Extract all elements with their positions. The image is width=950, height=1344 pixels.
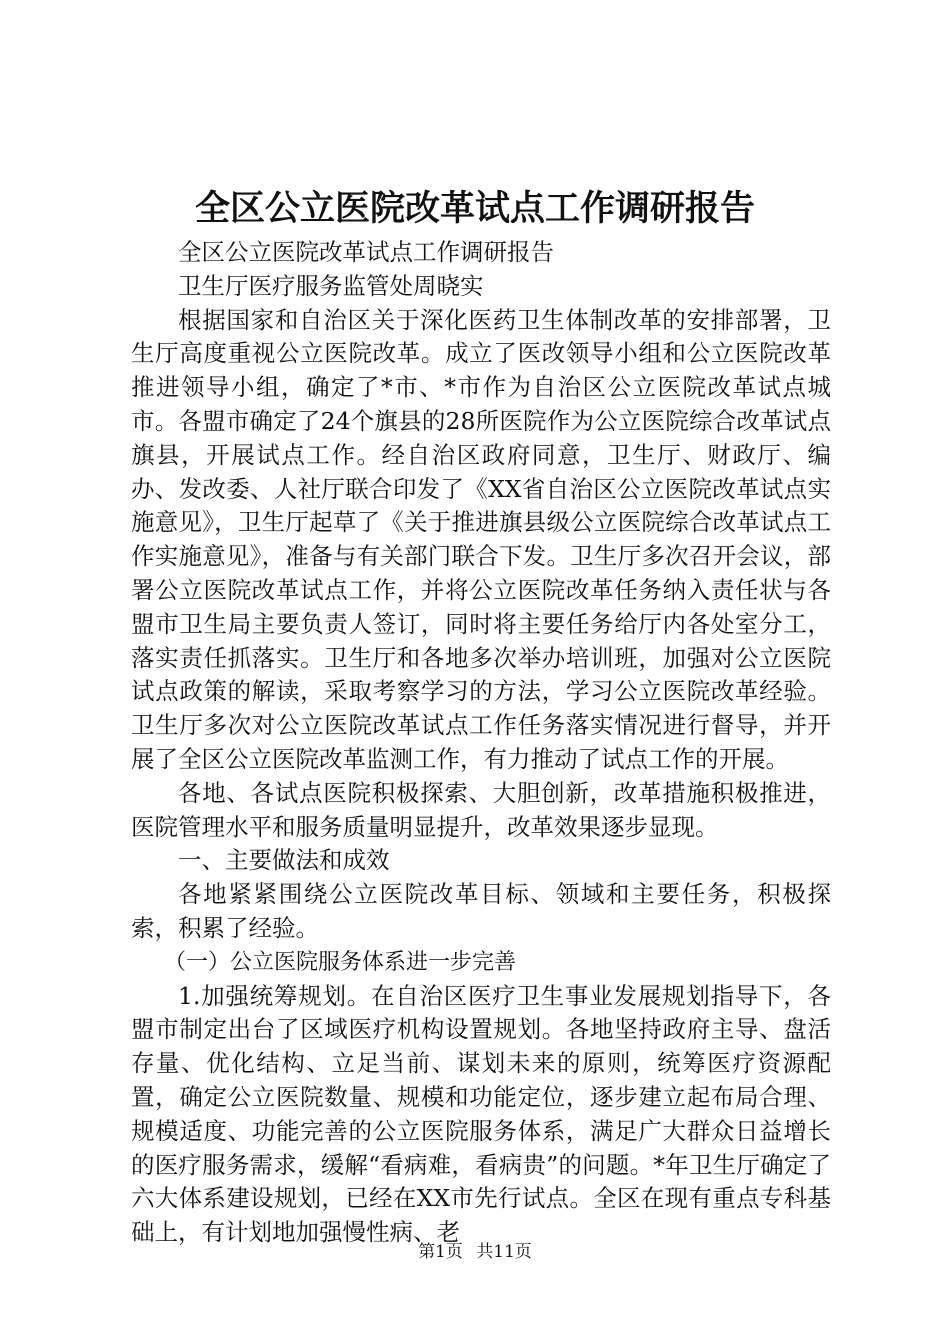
- paragraph-author: 卫生厅医疗服务监管处周晓实: [178, 271, 484, 300]
- paragraph-section-intro: 各地紧紧围绕公立医院改革目标、领域和主要任务，积极探索，积累了经验。: [131, 880, 831, 942]
- section-heading: 一、主要做法和成效: [178, 846, 390, 875]
- document-body: [131, 236, 831, 1250]
- document-title: 全区公立医院改革试点工作调研报告: [194, 188, 755, 229]
- paragraph-summary: 各地、各试点医院积极探索、大胆创新，改革措施积极推进，医院管理水平和服务质量明显提升，改革效果逐步显现。: [131, 778, 831, 841]
- paragraph-intro: 根据国家和自治区关于深化医药卫生体制改革的安排部署，卫生厅高度重视公立医院改革。成立了医改领导小组和公立医院改革推进领导小组，确定了*市、*市作为自治区公立医院改革试点城市。各盟市确定了24个旗县的28所医院作为公立医院综合改革试点旗县，开展试点工作。经自治区政府同意，卫生厅、财政厅、编办、发改委、人社厅联合印发了《XX省自治区公立医院改革试点实施意见》，卫生厅起草了《关于推进旗县级公立医院综合改革试点工作实施意见》，准备与有关部门联合下发。卫生厅多次召开会议，部署公立医院改革试点工作，并将公立医院改革任务纳入责任状与各盟市卫生局主要负责人签订，同时将主要任务给厅内各处室分工，落实责任抓落实。卫生厅和各地多次举办培训班，加强对公立医院试点政策的解读，采取考察学习的方法，学习公立医院改革经验。卫生厅多次对公立医院改革试点工作任务落实情况进行督导，并开展了全区公立医院改革监测工作，有力推动了试点工作的开展。: [131, 305, 831, 773]
- paragraph-planning: 1.加强统筹规划。在自治区医疗卫生事业发展规划指导下，各盟市制定出台了区域医疗机构设置规划。各地坚持政府主导、盘活存量、优化结构、立足当前、谋划未来的原则，统筹医疗资源配置，确定公立医院数量、规模和功能定位，逐步建立起布局合理、规模适度、功能完善的公立医院服务体系，满足广大群众日益增长的医疗服务需求，缓解“看病难，看病贵”的问题。*年卫生厅确定了六大体系建设规划，已经在XX市先行试点。全区在现有重点专科基础上，有计划地加强慢性病、老: [131, 981, 831, 1247]
- paragraph-repeat-title: 全区公立医院改革试点工作调研报告: [178, 238, 554, 266]
- page-number: 第1页: [418, 1242, 463, 1262]
- page-footer: [0, 1240, 950, 1264]
- subsection-heading: （一）公立医院服务体系进一步完善: [164, 949, 517, 975]
- page-total: 共11页: [476, 1242, 532, 1262]
